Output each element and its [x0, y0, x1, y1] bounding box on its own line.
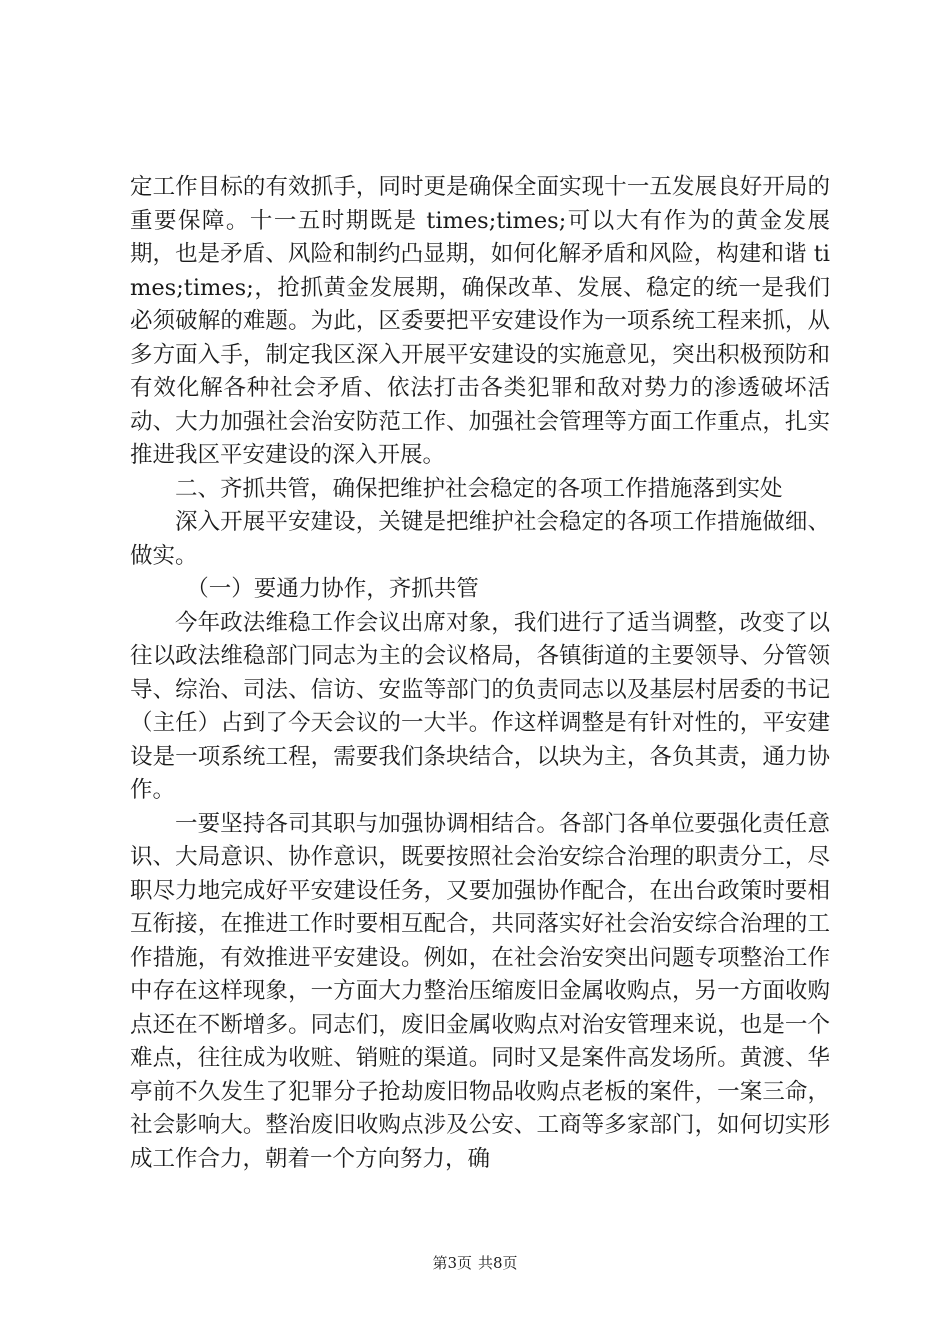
paragraph-5: 今年政法维稳工作会议出席对象，我们进行了适当调整，改变了以往以政法维稳部门同志为主的会议格局，各镇街道的主要领导、分管领导、综治、司法、信访、安监等部门的负责同志以及基层村居委的书记（主任）占到了今天会议的一大半。作这样调整是有针对性的，平安建设是一项系统工程，需要我们条块结合，以块为主，各负其责，通力协作。 [130, 609, 830, 803]
paragraph-3: 深入开展平安建设，关键是把维护社会稳定的各项工作措施做细、做实。 [130, 509, 830, 569]
document-body [130, 171, 830, 1176]
page-total: 共8页 [478, 1254, 518, 1272]
page-footer [0, 1253, 950, 1273]
paragraph-6: 一要坚持各司其职与加强协调相结合。各部门各单位要强化责任意识、大局意识、协作意识，既要按照社会治安综合治理的职责分工，尽职尽力地完成好平安建设任务，又要加强协作配合，在出台政策时要相互衔接，在推进工作时要相互配合，共同落实好社会治安综合治理的工作措施，有效推进平安建设。例如，在社会治安突出问题专项整治工作中存在这样现象，一方面大力整治压缩废旧金属收购点，另一方面收购点还在不断增多。同志们，废旧金属收购点对治安管理来说，也是一个难点，往往成为收赃、销赃的渠道。同时又是案件高发场所。黄渡、华亭前不久发生了犯罪分子抢劫废旧物品收购点老板的案件，一案三命，社会影响大。整治废旧收购点涉及公安、工商等多家部门，如何切实形成工作合力，朝着一个方向努力，确 [130, 810, 830, 1172]
paragraph-1: 定工作目标的有效抓手，同时更是确保全面实现十一五发展良好开局的重要保障。十一五时期既是 times;times;可以大有作为的黄金发展期，也是矛盾、风险和制约凸显期，如何化解矛盾和风险，构建和谐 times;times;，抢抓黄金发展期，确保改革、发展、稳定的统一是我们必须破解的难题。为此，区委要把平安建设作为一项系统工程来抓，从多方面入手，制定我区深入开展平安建设的实施意见，突出积极预防和有效化解各种社会矛盾、依法打击各类犯罪和敌对势力的渗透破坏活动、大力加强社会治安防范工作、加强社会管理等方面工作重点，扎实推进我区平安建设的深入开展。 [130, 174, 830, 468]
subsection-heading-1: （一）要通力协作，齐抓共管 [186, 576, 479, 602]
page-number: 第3页 [432, 1254, 472, 1272]
section-heading-2: 二、齐抓共管，确保把维护社会稳定的各项工作措施落到实处 [175, 475, 783, 502]
